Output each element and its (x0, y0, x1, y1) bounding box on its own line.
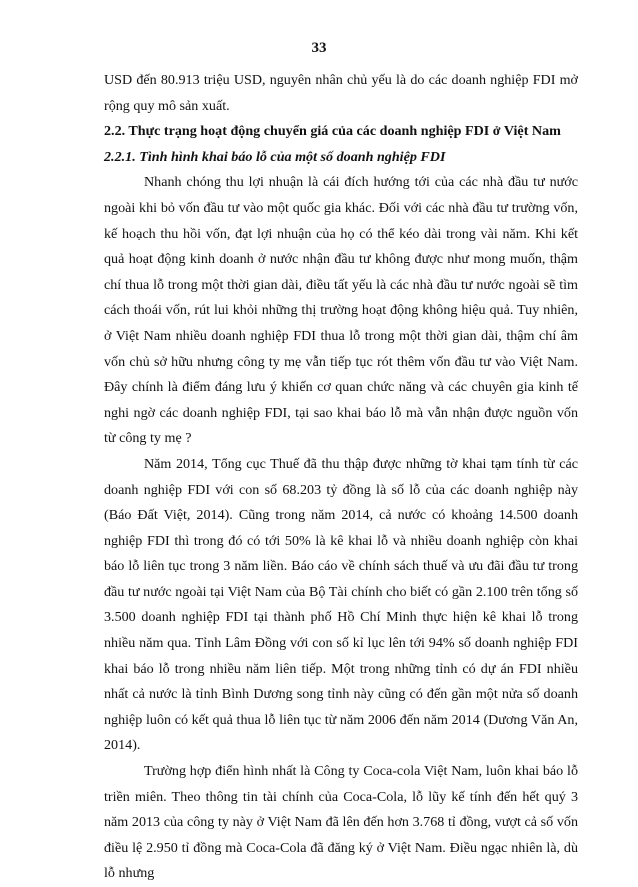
subsection-heading: 2.2.1. Tình hình khai báo lỗ của một số doanh nghiệp FDI (104, 148, 446, 165)
section-heading: 2.2. Thực trạng hoạt động chuyển giá của các doanh nghiệp FDI ở Việt Nam (104, 123, 561, 140)
paragraph-1: Nhanh chóng thu lợi nhuận là cái đích hướng tới của các nhà đầu tư nước ngoài khi bỏ vốn đầu tư vào một quốc gia khác. Đối với các nhà đầu tư trường vốn, kế hoạch thu hồi vốn, đạt lợi nhuận của họ có thể kéo dài trong vài năm. Khi kết quả hoạt động kinh doanh ở nước nhận đầu tư không được như mong muốn, thậm chí thua lỗ trong một thời gian dài, điều tất yếu là các nhà đầu tư nước ngoài sẽ tìm cách thoái vốn, rút lui khỏi những thị trường hoạt động không hiệu quả. Tuy nhiên, ở Việt Nam nhiều doanh nghiệp FDI thua lỗ trong một thời gian dài, thậm chí âm vốn chủ sở hữu nhưng công ty mẹ vẫn tiếp tục rót thêm vốn đầu tư vào Việt Nam. Đây chính là điểm đáng lưu ý khiến cơ quan chức năng và các chuyên gia kinh tế nghi ngờ các doanh nghiệp FDI, tại sao khai báo lỗ mà vẫn nhận được nguồn vốn từ công ty mẹ ? (104, 174, 578, 447)
continued-paragraph: USD đến 80.913 triệu USD, nguyên nhân chủ yếu là do các doanh nghiệp FDI mở rộng quy mô sản xuất. (104, 72, 578, 114)
page-number: 33 (311, 40, 327, 56)
page-content (104, 68, 578, 887)
paragraph-3: Trường hợp điển hình nhất là Công ty Coca-cola Việt Nam, luôn khai báo lỗ triền miên. Theo thông tin tài chính của Coca-Cola, lỗ lũy kế tính đến hết quý 3 năm 2013 của công ty này ở Việt Nam đã lên đến hơn 3.768 tỉ đồng, vượt cả số vốn điều lệ 2.950 tỉ đồng mà Coca-Cola đã đăng ký ở Việt Nam. Điều ngạc nhiên là, dù lỗ nhưng (104, 763, 578, 882)
paragraph-2: Năm 2014, Tổng cục Thuế đã thu thập được những tờ khai tạm tính từ các doanh nghiệp FDI với con số 68.203 tỷ đồng là số lỗ của các doanh nghiệp này (Báo Đất Việt, 2014). Cũng trong năm 2014, cả nước có khoảng 14.500 doanh nghiệp FDI thì trong đó có tới 50% là kê khai lỗ và nhiều doanh nghiệp còn khai báo lỗ liên tục trong 3 năm liền. Báo cáo về chính sách thuế và ưu đãi đầu tư trong đầu tư nước ngoài tại Việt Nam của Bộ Tài chính cho biết có gần 2.100 trên tổng số 3.500 doanh nghiệp FDI tại thành phố Hồ Chí Minh thực hiện kê khai lỗ trong nhiều năm qua. Tỉnh Lâm Đồng với con số kỉ lục lên tới 94% số doanh nghiệp FDI khai báo lỗ trong nhiều năm liên tiếp. Một trong những tỉnh có dự án FDI nhiều nhất cả nước là tỉnh Bình Dương song tỉnh này cũng có đến gần một nửa số doanh nghiệp luôn có kết quả thua lỗ liên tục từ năm 2006 đến năm 2014 (Dương Văn An, 2014). (104, 455, 578, 754)
